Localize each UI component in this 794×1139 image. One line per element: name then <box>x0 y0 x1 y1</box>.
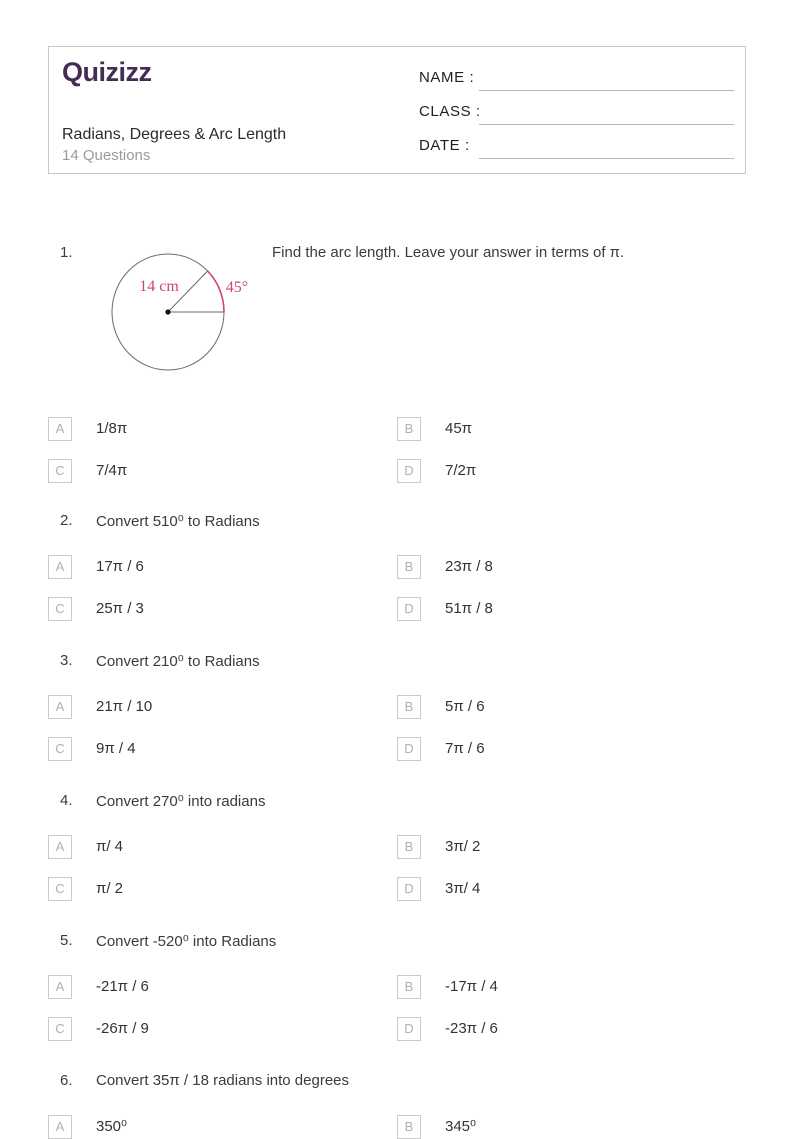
class-field-label: CLASS : <box>419 103 481 120</box>
q2-options-row-1 <box>0 555 794 579</box>
q4-option-b-text: 3π/ 2 <box>445 838 481 855</box>
q4-option-b-checkbox[interactable]: B <box>397 835 421 859</box>
question-4-text: Convert 270⁰ into radians <box>96 793 266 810</box>
q4-option-c-text: π/ 2 <box>96 880 124 897</box>
q1-option-d-text: 7/2π <box>445 462 477 479</box>
q5-option-b-checkbox[interactable]: B <box>397 975 421 999</box>
q5-option-d-text: -23π / 6 <box>445 1020 498 1037</box>
question-5-text: Convert -520⁰ into Radians <box>96 933 277 950</box>
quizizz-logo: Quizizz <box>62 57 152 87</box>
arc-circle-figure <box>110 250 260 374</box>
q3-option-b-text: 5π / 6 <box>445 698 485 715</box>
q5-option-d-checkbox[interactable]: D <box>397 1017 421 1041</box>
q1-option-b-checkbox[interactable]: B <box>397 417 421 441</box>
q1-option-b-text: 45π <box>445 420 473 437</box>
center-dot <box>165 309 170 314</box>
name-field-line <box>479 90 734 91</box>
q2-option-b-checkbox[interactable]: B <box>397 555 421 579</box>
q1-option-a-checkbox[interactable]: A <box>48 417 72 441</box>
header-card <box>48 46 746 174</box>
q2-option-a-checkbox[interactable]: A <box>48 555 72 579</box>
q5-option-c-text: -26π / 9 <box>96 1020 149 1037</box>
q1-option-d-checkbox[interactable]: D <box>397 459 421 483</box>
arc-circle-svg <box>110 250 260 374</box>
q4-option-c-checkbox[interactable]: C <box>48 877 72 901</box>
arc-highlight <box>208 271 224 312</box>
q3-option-c-checkbox[interactable]: C <box>48 737 72 761</box>
question-3-text: Convert 210⁰ to Radians <box>96 653 260 670</box>
q1-options-row-2 <box>0 459 794 483</box>
date-field-line <box>479 158 734 159</box>
question-3-number: 3. <box>60 652 73 669</box>
name-field-label: NAME : <box>419 69 475 86</box>
question-5-number: 5. <box>60 932 73 949</box>
question-count: 14 Questions <box>62 147 151 164</box>
q6-option-b-text: 345⁰ <box>445 1118 477 1135</box>
q2-option-a-text: 17π / 6 <box>96 558 144 575</box>
q3-options-row-2 <box>0 737 794 761</box>
q6-option-a-text: 350⁰ <box>96 1118 128 1135</box>
date-field-label: DATE : <box>419 137 470 154</box>
question-1-number: 1. <box>60 244 73 261</box>
q2-option-b-text: 23π / 8 <box>445 558 493 575</box>
q5-option-c-checkbox[interactable]: C <box>48 1017 72 1041</box>
q2-option-c-checkbox[interactable]: C <box>48 597 72 621</box>
worksheet-title: Radians, Degrees & Arc Length <box>62 126 287 143</box>
q5-options-row-2 <box>0 1017 794 1041</box>
angle-label: 45° <box>225 279 249 296</box>
q1-option-a-text: 1/8π <box>96 420 128 437</box>
q3-option-c-text: 9π / 4 <box>96 740 136 757</box>
q4-option-a-checkbox[interactable]: A <box>48 835 72 859</box>
q2-option-d-text: 51π / 8 <box>445 600 493 617</box>
q1-options-row-1 <box>0 417 794 441</box>
q3-option-d-checkbox[interactable]: D <box>397 737 421 761</box>
q3-option-a-text: 21π / 10 <box>96 698 153 715</box>
q4-option-d-text: 3π/ 4 <box>445 880 481 897</box>
q6-options-row-1 <box>0 1115 794 1139</box>
q5-option-a-checkbox[interactable]: A <box>48 975 72 999</box>
radius-label: 14 cm <box>139 278 179 295</box>
q6-option-b-checkbox[interactable]: B <box>397 1115 421 1139</box>
class-field-line <box>479 124 734 125</box>
q4-option-d-checkbox[interactable]: D <box>397 877 421 901</box>
q4-options-row-2 <box>0 877 794 901</box>
q6-option-a-checkbox[interactable]: A <box>48 1115 72 1139</box>
question-4-number: 4. <box>60 792 73 809</box>
q2-options-row-2 <box>0 597 794 621</box>
q3-options-row-1 <box>0 695 794 719</box>
q3-option-b-checkbox[interactable]: B <box>397 695 421 719</box>
q3-option-d-text: 7π / 6 <box>445 740 485 757</box>
q5-options-row-1 <box>0 975 794 999</box>
question-6-text: Convert 35π / 18 radians into degrees <box>96 1072 350 1089</box>
q1-option-c-checkbox[interactable]: C <box>48 459 72 483</box>
q4-options-row-1 <box>0 835 794 859</box>
q4-option-a-text: π/ 4 <box>96 838 124 855</box>
question-2-number: 2. <box>60 512 73 529</box>
question-1-text: Find the arc length. Leave your answer in terms of π. <box>272 244 625 261</box>
q3-option-a-checkbox[interactable]: A <box>48 695 72 719</box>
question-2-text: Convert 510⁰ to Radians <box>96 513 260 530</box>
q2-option-d-checkbox[interactable]: D <box>397 597 421 621</box>
q5-option-b-text: -17π / 4 <box>445 978 498 995</box>
q5-option-a-text: -21π / 6 <box>96 978 149 995</box>
q1-option-c-text: 7/4π <box>96 462 128 479</box>
question-6-number: 6. <box>60 1072 73 1089</box>
q2-option-c-text: 25π / 3 <box>96 600 144 617</box>
